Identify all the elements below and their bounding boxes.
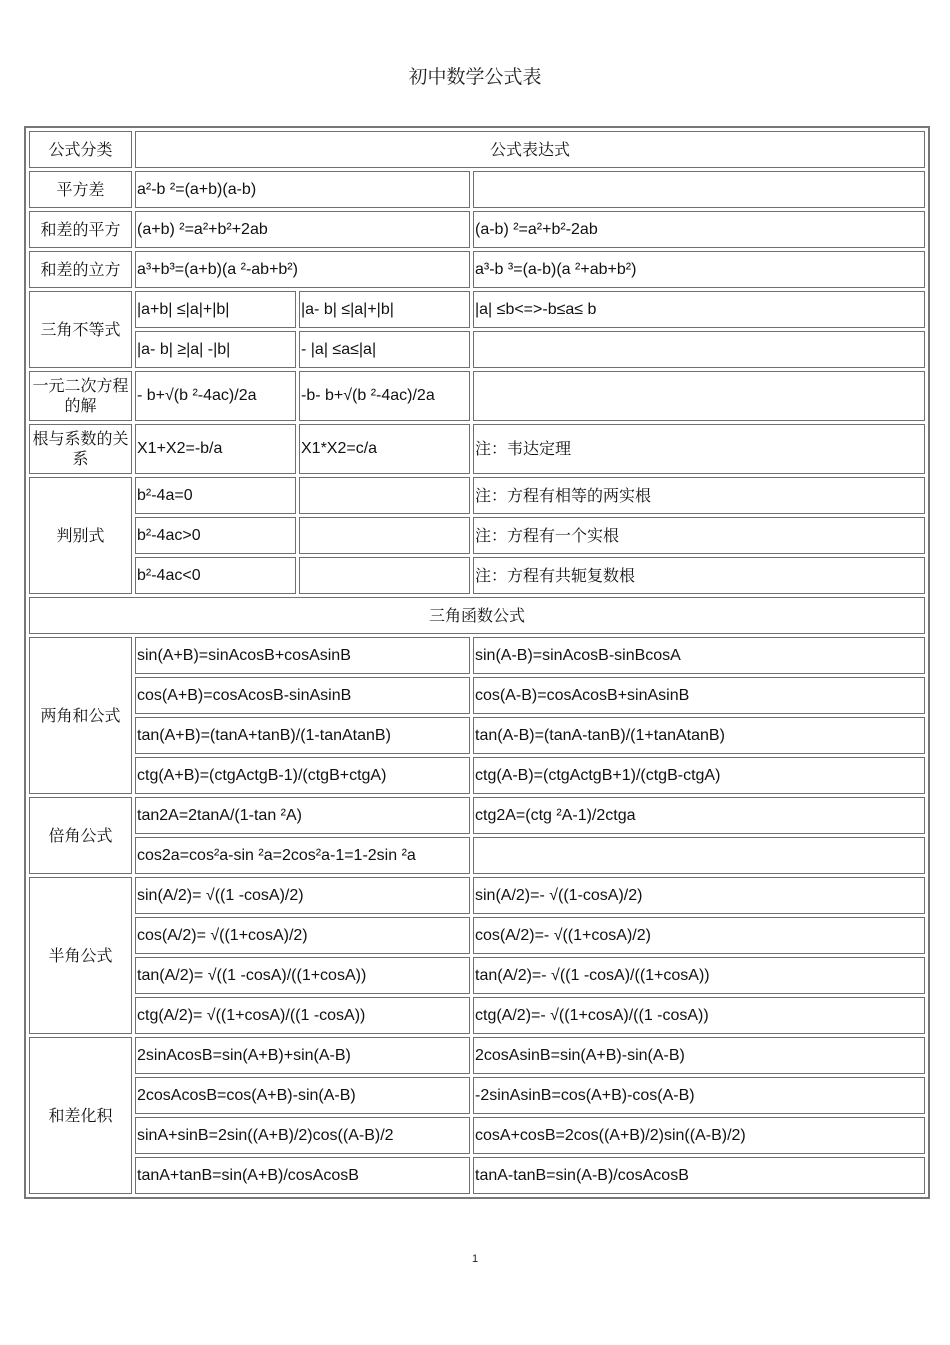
- formula-cell: a³-b ³=(a-b)(a ²+ab+b²): [473, 251, 925, 288]
- formula-cell: b²-4ac<0: [135, 557, 296, 594]
- category-header: 公式分类: [29, 131, 132, 168]
- table-row: [29, 1037, 925, 1074]
- formula-cell: |a+b| ≤|a|+|b|: [135, 291, 296, 328]
- note-cell: 注：方程有相等的两实根: [473, 477, 925, 514]
- section-header-row: [29, 597, 925, 634]
- table-row: [29, 211, 925, 248]
- formula-cell: tan2A=2tanA/(1-tan ²A): [135, 797, 470, 834]
- header-row: [29, 131, 925, 168]
- formula-cell: tanA-tanB=sin(A-B)/cosAcosB: [473, 1157, 925, 1194]
- formula-cell: (a+b) ²=a²+b²+2ab: [135, 211, 470, 248]
- page-number: 1: [471, 1253, 479, 1265]
- formula-cell: 2cosAsinB=sin(A+B)-sin(A-B): [473, 1037, 925, 1074]
- formula-cell: cos(A/2)=- √((1+cosA)/2): [473, 917, 925, 954]
- table-row: [29, 1117, 925, 1154]
- formula-cell: cos(A+B)=cosAcosB-sinAsinB: [135, 677, 470, 714]
- table-row: [29, 837, 925, 874]
- table-row: [29, 797, 925, 834]
- formula-cell: |a- b| ≥|a| -|b|: [135, 331, 296, 368]
- formula-cell: [473, 171, 925, 208]
- table-row: [29, 877, 925, 914]
- table-row: [29, 424, 925, 474]
- category-cell: 平方差: [29, 171, 132, 208]
- formula-cell: 2cosAcosB=cos(A+B)-sin(A-B): [135, 1077, 470, 1114]
- formula-cell: [299, 517, 470, 554]
- formula-table: [24, 126, 930, 1199]
- page-title: 初中数学公式表: [408, 66, 542, 88]
- formula-cell: cos(A-B)=cosAcosB+sinAsinB: [473, 677, 925, 714]
- formula-cell: (a-b) ²=a²+b²-2ab: [473, 211, 925, 248]
- expression-header: 公式表达式: [135, 131, 925, 168]
- formula-cell: a²-b ²=(a+b)(a-b): [135, 171, 470, 208]
- formula-cell: -2sinAsinB=cos(A+B)-cos(A-B): [473, 1077, 925, 1114]
- trig-section-header: 三角函数公式: [29, 597, 925, 634]
- table-row: [29, 517, 925, 554]
- formula-cell: sin(A+B)=sinAcosB+cosAsinB: [135, 637, 470, 674]
- category-cell: 倍角公式: [29, 797, 132, 874]
- formula-cell: tan(A/2)= √((1 -cosA)/((1+cosA)): [135, 957, 470, 994]
- note-cell: 注：方程有共轭复数根: [473, 557, 925, 594]
- formula-cell: [473, 331, 925, 368]
- table-row: [29, 291, 925, 328]
- table-row: [29, 917, 925, 954]
- formula-cell: tanA+tanB=sin(A+B)/cosAcosB: [135, 1157, 470, 1194]
- formula-cell: [473, 371, 925, 421]
- table-row: [29, 477, 925, 514]
- formula-cell: cos(A/2)= √((1+cosA)/2): [135, 917, 470, 954]
- formula-cell: ctg(A+B)=(ctgActgB-1)/(ctgB+ctgA): [135, 757, 470, 794]
- category-cell: 半角公式: [29, 877, 132, 1034]
- formula-cell: cosA+cosB=2cos((A+B)/2)sin((A-B)/2): [473, 1117, 925, 1154]
- table-row: [29, 957, 925, 994]
- note-cell: 注：韦达定理: [473, 424, 925, 474]
- formula-cell: - b+√(b ²-4ac)/2a: [135, 371, 296, 421]
- table-row: [29, 331, 925, 368]
- formula-cell: b²-4a=0: [135, 477, 296, 514]
- table-row: [29, 171, 925, 208]
- formula-cell: sin(A/2)=- √((1-cosA)/2): [473, 877, 925, 914]
- table-row: [29, 1077, 925, 1114]
- note-cell: 注：方程有一个实根: [473, 517, 925, 554]
- table-row: [29, 637, 925, 674]
- formula-cell: ctg(A/2)=- √((1+cosA)/((1 -cosA)): [473, 997, 925, 1034]
- formula-cell: tan(A+B)=(tanA+tanB)/(1-tanAtanB): [135, 717, 470, 754]
- table-row: [29, 997, 925, 1034]
- category-cell: 判别式: [29, 477, 132, 594]
- category-cell: 根与系数的关系: [29, 424, 132, 474]
- category-cell: 和差的立方: [29, 251, 132, 288]
- table-row: [29, 717, 925, 754]
- formula-cell: cos2a=cos²a-sin ²a=2cos²a-1=1-2sin ²a: [135, 837, 470, 874]
- category-cell: 和差化积: [29, 1037, 132, 1194]
- formula-cell: sin(A/2)= √((1 -cosA)/2): [135, 877, 470, 914]
- table-row: [29, 757, 925, 794]
- formula-cell: |a| ≤b<=>-b≤a≤ b: [473, 291, 925, 328]
- table-row: [29, 557, 925, 594]
- category-cell: 和差的平方: [29, 211, 132, 248]
- formula-cell: sin(A-B)=sinAcosB-sinBcosA: [473, 637, 925, 674]
- category-cell: 两角和公式: [29, 637, 132, 794]
- formula-cell: b²-4ac>0: [135, 517, 296, 554]
- formula-cell: [299, 477, 470, 514]
- formula-cell: [299, 557, 470, 594]
- formula-cell: ctg(A/2)= √((1+cosA)/((1 -cosA)): [135, 997, 470, 1034]
- formula-cell: tan(A-B)=(tanA-tanB)/(1+tanAtanB): [473, 717, 925, 754]
- formula-cell: X1*X2=c/a: [299, 424, 470, 474]
- formula-cell: X1+X2=-b/a: [135, 424, 296, 474]
- formula-cell: |a- b| ≤|a|+|b|: [299, 291, 470, 328]
- table-row: [29, 677, 925, 714]
- formula-cell: - |a| ≤a≤|a|: [299, 331, 470, 368]
- formula-cell: ctg2A=(ctg ²A-1)/2ctga: [473, 797, 925, 834]
- table-row: [29, 251, 925, 288]
- formula-cell: -b- b+√(b ²-4ac)/2a: [299, 371, 470, 421]
- formula-cell: [473, 837, 925, 874]
- table-row: [29, 371, 925, 421]
- category-cell: 一元二次方程的解: [29, 371, 132, 421]
- table-row: [29, 1157, 925, 1194]
- category-cell: 三角不等式: [29, 291, 132, 368]
- formula-cell: a³+b³=(a+b)(a ²-ab+b²): [135, 251, 470, 288]
- formula-cell: tan(A/2)=- √((1 -cosA)/((1+cosA)): [473, 957, 925, 994]
- formula-cell: ctg(A-B)=(ctgActgB+1)/(ctgB-ctgA): [473, 757, 925, 794]
- formula-cell: sinA+sinB=2sin((A+B)/2)cos((A-B)/2: [135, 1117, 470, 1154]
- formula-cell: 2sinAcosB=sin(A+B)+sin(A-B): [135, 1037, 470, 1074]
